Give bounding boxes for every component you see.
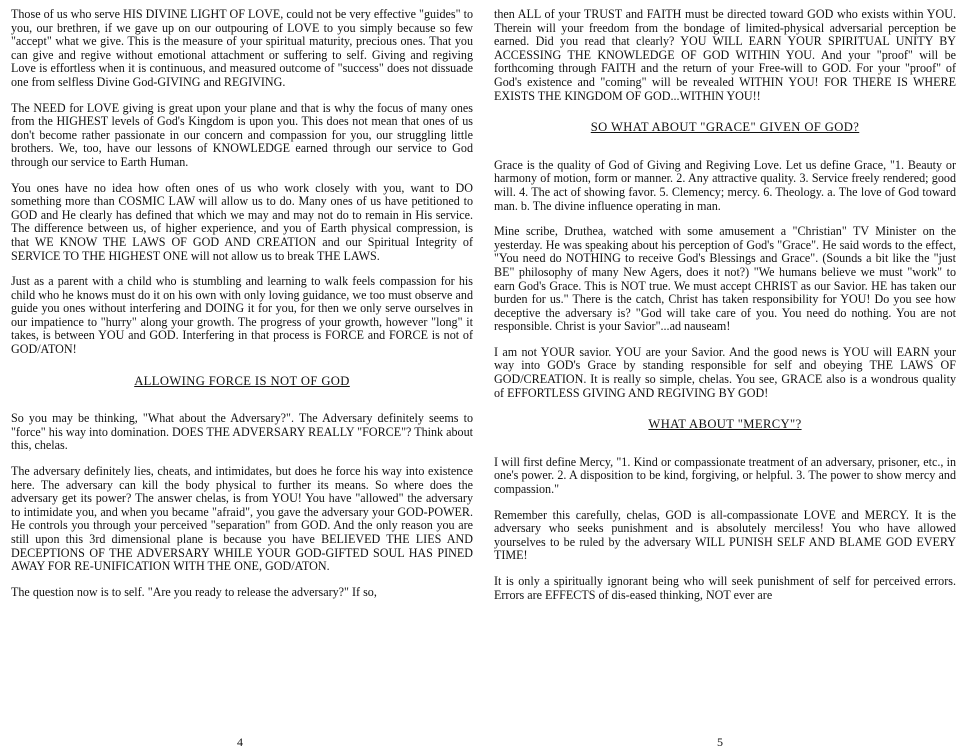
- left-paragraph-7: The question now is to self. "Are you ready to release the adversary?" If so,: [11, 584, 377, 599]
- right-paragraph-7: It is only a spiritually ignorant being who will seek punishment of self for perceived errors. Errors are EFFECTS of dis-eased thinking, NOT ever are: [494, 574, 956, 602]
- right-paragraph-1: then ALL of your TRUST and FAITH must be directed toward GOD who exists within YOU. Therein will your freedom from the bondage of limited-physical adversarial perception be earned. Did you read that clearly? YOU WILL EARN YOUR SPIRITUAL UNITY BY ACCESSING THE KNOWLEDGE OF GOD WITHIN YOU. And your "proof" will be forthcoming through FAITH and the return of your Free-will to GOD. For your "proof" of God's existence and "coming" will be revealed WITHIN YOU! FOR THERE IS WHERE EXISTS THE KINGDOM OF GOD...WITHIN YOU!!: [494, 7, 956, 103]
- page-number-right: 5: [717, 735, 723, 749]
- right-page: [494, 8, 956, 614]
- section-heading-grace: SO WHAT ABOUT "GRACE" GIVEN OF GOD?: [590, 120, 860, 135]
- left-paragraph-3: You ones have no idea how often ones of us who work closely with you, want to DO something more than COSMIC LAW will allow us to do. Many ones of us have petitioned to GOD and He clearly has defined that which we may and may not do to remain in His service. The difference between us, of higher experience, and you of Earth physical compression, is that WE KNOW THE LAWS OF GOD AND CREATION and our Spiritual Integrity of SERVICE TO THE HIGHEST ONE will not allow us to break THE LAWS.: [11, 180, 473, 263]
- right-paragraph-3: Mine scribe, Druthea, watched with some amusement a "Christian" TV Minister on the yesterday. He was speaking about his perception of God's "Grace". He said words to the effect, "You need do NOTHING to receive God's Blessings and Grace". (Sounds a bit like the "just BE" philosophy of many New Agers, does it not?) "We humans believe we must "work" to earn God's Grace. This is NOT true. We must accept CHRIST as our Savior. HE has taken our burden for us." There is the catch, Christ has taken responsibility for YOU! Do you see how deceptive the adversary is? "God will take care of you. You need do nothing. You are not responsible. Christ is your Savior"...ad nauseam!: [494, 224, 956, 334]
- section-heading-mercy: WHAT ABOUT "MERCY"?: [648, 417, 802, 432]
- left-paragraph-4: Just as a parent with a child who is stumbling and learning to walk feels compassion for his child who he knows must do it on his own with only loving guidance, we too must observe and guide you ones without interfering and DOING it for you, for then we only serve ourselves in our impatience to "hurry" along your growth. The progress of your growth, however "long" it takes, is between YOU and GOD. Interfering in that process is FORCE and FORCE is not of GOD/ATON!: [11, 274, 473, 357]
- right-paragraph-6: Remember this carefully, chelas, GOD is all-compassionate LOVE and MERCY. It is the adversary who seeks punishment and is absolutely merciless! You who have allowed yourselves to be ruled by the adversary WILL PUNISH SELF AND BLAME GOD EVERY TIME!: [494, 507, 956, 563]
- left-paragraph-6: The adversary definitely lies, cheats, and intimidates, but does he force his way into existence here. The adversary can kill the body physical to further its means. So where does the adversary get its power? The answer chelas, is from YOU! You have "allowed" the adversary to intimidate you, and when you became "afraid", you gave the adversary your GOD-POWER. He controls you through your perceived "separation" from GOD. And the only reason you are still upon this 3rd dimensional plane is because you have BELIEVED THE LIES AND DECEPTIONS OF THE ADVERSARY WHILE YOUR GOD-GIFTED SOUL HAS PINED AWAY FOR RE-UNIFICATION WITH THE ONE, GOD/ATON.: [11, 464, 473, 574]
- left-paragraph-1: Those of us who serve HIS DIVINE LIGHT OF LOVE, could not be very effective "guides" to you, our brethren, if we gave up on our outpouring of LOVE to you simply because so few "accept" what we give. This is the measure of your spiritual maturity, precious ones. That you can give and regive without emotional attachment or suffering to self. Giving and regiving Love is effortless when it is continuous, and measured outcome of "success" does not dissuade one from selfless Divine God-GIVING and REGIVING.: [11, 7, 473, 89]
- right-paragraph-2: Grace is the quality of God of Giving and Regiving Love. Let us define Grace, "1. Beauty or harmony of motion, form or manner. 2. Any attractive quality. 3. Service freely rendered; good will. 4. The act of showing favor. 5. Clemency; mercy. 6. Theology. a. The love of God toward man. b. The divine influence operating in man.: [494, 157, 956, 213]
- left-page: [11, 8, 473, 611]
- left-paragraph-2: The NEED for LOVE giving is great upon your plane and that is why the focus of many ones from the HIGHEST levels of God's Kingdom is upon you. This does not mean that ones of us don't become rather passionate in our concern and compassion for you, our struggling little brothers. We, too, have our lessons of KNOWLEDGE earned through our service to God through our service to Earth Human.: [11, 100, 473, 169]
- right-paragraph-5: I will first define Mercy, "1. Kind or compassionate treatment of an adversary, prisoner, etc., in one's power. 2. A disposition to be kind, forgiving, or helpful. 3. The power to show mercy and compassion.": [494, 454, 956, 497]
- left-paragraph-5: So you may be thinking, "What about the Adversary?". The Adversary definitely seems to "force" his way into domination. DOES THE ADVERSARY REALLY "FORCE"? Think about this, chelas.: [11, 411, 473, 453]
- page-number-left: 4: [237, 735, 243, 749]
- right-paragraph-4: I am not YOUR savior. YOU are your Savior. And the good news is YOU will EARN your way into GOD's Grace by standing responsible for self and obeying THE LAWS OF GOD/CREATION. It is really so simple, chelas. You see, GRACE also is a wondrous quality of EFFORTLESS GIVING AND REGIVING BY GOD!: [494, 344, 956, 400]
- section-heading-allowing-force: ALLOWING FORCE IS NOT OF GOD: [134, 373, 350, 388]
